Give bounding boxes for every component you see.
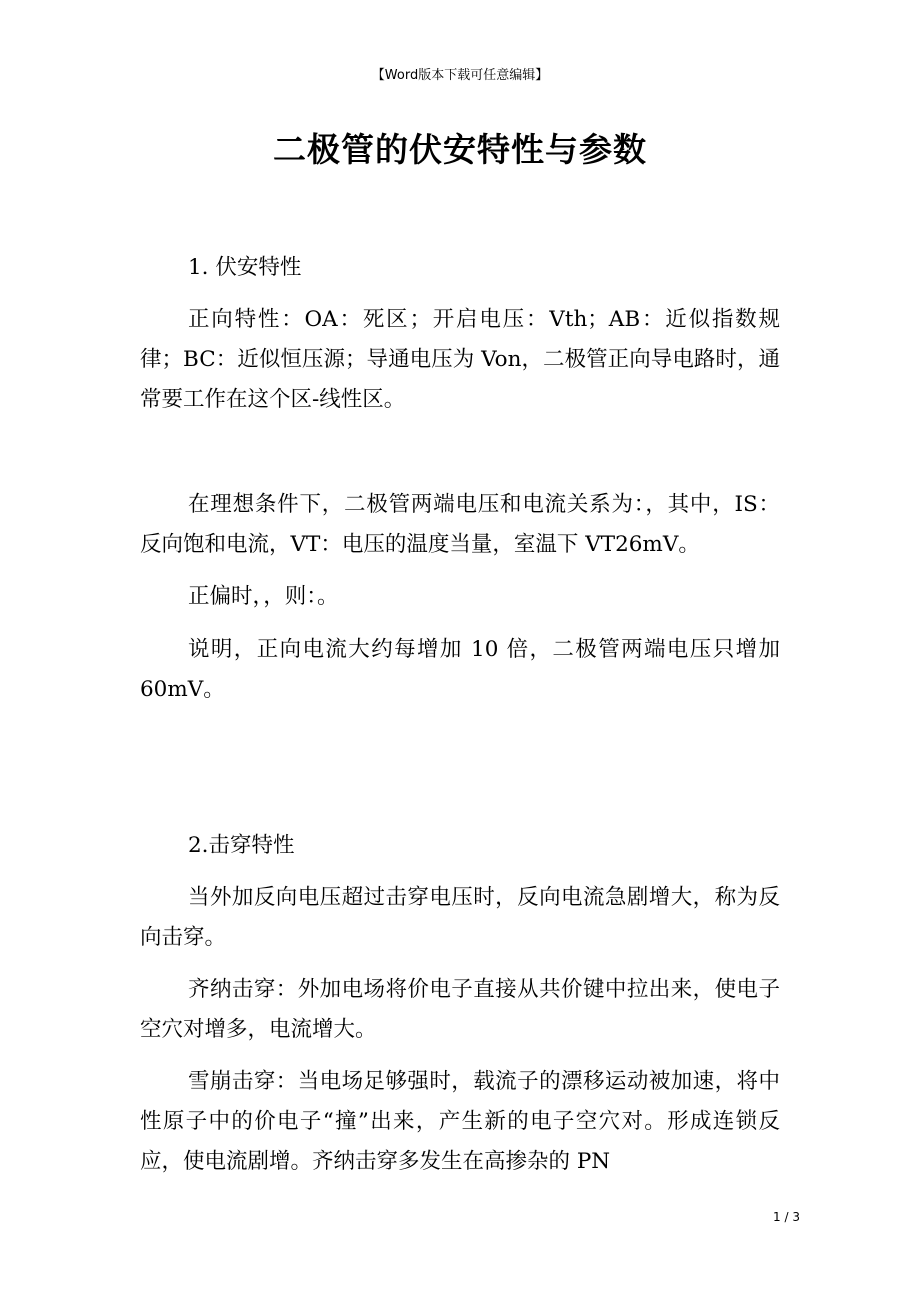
paragraph-forward-characteristics: 正向特性：OA：死区；开启电压：Vth；AB：近似指数规律；BC：近似恒压源；导通电压为 Von，二极管正向导电路时，通常要工作在这个区-线性区。 (140, 307, 780, 412)
paragraph-reverse-breakdown: 当外加反向电压超过击穿电压时，反向电流急剧增大，称为反向击穿。 (140, 885, 780, 950)
page-number: 1 / 3 (773, 1210, 800, 1224)
paragraph-forward-bias: 正偏时，，则：。 (188, 584, 339, 609)
page-header: 【Word版本下载可任意编辑】 (371, 68, 549, 83)
paragraph-avalanche-breakdown: 雪崩击穿：当电场足够强时，载流子的漂移运动被加速，将中性原子中的价电子“撞”出来，产生新的电子空穴对。形成连锁反应，使电流剧增。齐纳击穿多发生在高掺杂的 PN (140, 1069, 780, 1174)
section-heading-breakdown: 2.击穿特性 (188, 833, 295, 858)
paragraph-explanation: 说明，正向电流大约每增加 10 倍，二极管两端电压只增加 60mV。 (140, 637, 780, 702)
paragraph-zener-breakdown: 齐纳击穿：外加电场将价电子直接从共价键中拉出来，使电子空穴对增多，电流增大。 (140, 977, 780, 1042)
section-heading-voltage-current: 1. 伏安特性 (188, 255, 302, 280)
paragraph-ideal-condition: 在理想条件下，二极管两端电压和电流关系为：，其中，IS：反向饱和电流，VT：电压的温度当量，室温下 VT26mV。 (140, 492, 780, 557)
document-title: 二极管的伏安特性与参数 (273, 130, 647, 169)
